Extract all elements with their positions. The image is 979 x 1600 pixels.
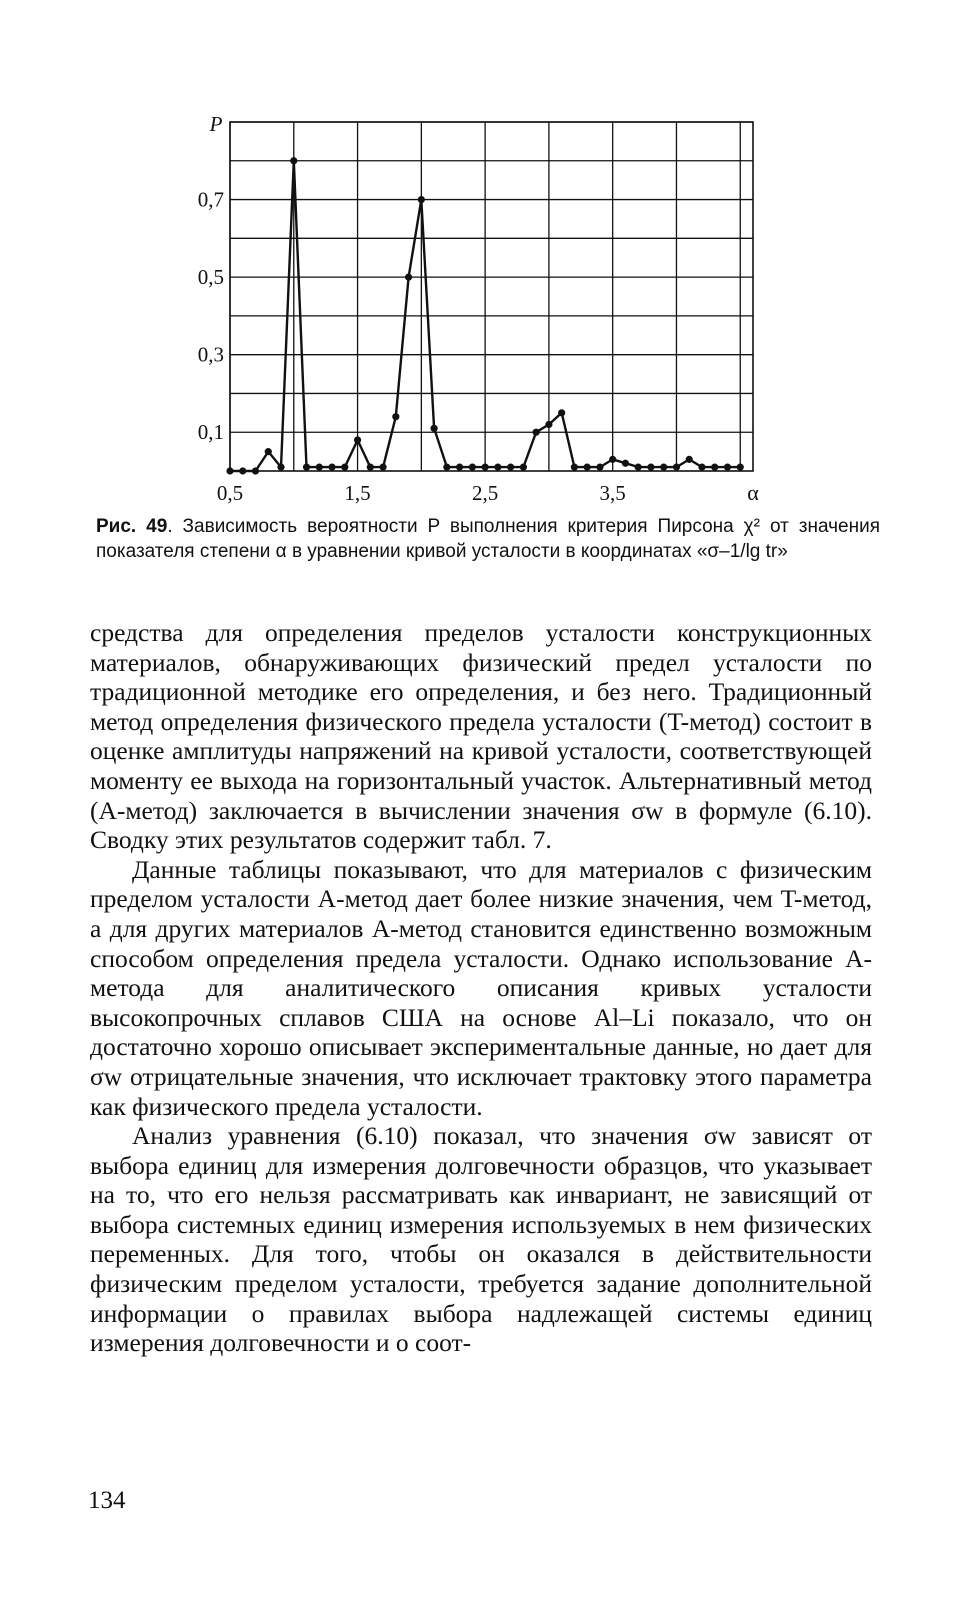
data-point <box>456 464 463 471</box>
caption-label: Рис. 49 <box>96 516 168 537</box>
data-point <box>405 274 412 281</box>
data-point <box>596 464 603 471</box>
data-point <box>328 464 335 471</box>
data-point <box>430 425 437 432</box>
x-tick-label: 2,5 <box>471 481 499 505</box>
probability-chart <box>180 110 800 510</box>
data-point <box>226 467 233 474</box>
data-point <box>354 436 361 443</box>
plot-frame <box>230 122 753 471</box>
paragraph-2: Данные таблицы показывают, что для материалов с физическим пределом усталости A-метод дает более низкие значения, чем T-метод, а для других материалов A-метод становится единственно возможным способом определения предела усталости. Однако использование A-метода для аналитического описания кривых усталости высокопрочных сплавов США на основе Al–Li показало, что он достаточно хорошо описывает экспериментальные данные, но дает для σw отрицательные значения, что исключает трактовку этого параметра как физического предела усталости. <box>90 854 872 1121</box>
data-point <box>673 464 680 471</box>
data-point <box>252 467 259 474</box>
data-point <box>482 464 489 471</box>
figure-caption <box>96 514 880 564</box>
paragraph-3: Анализ уравнения (6.10) показал, что значения σw зависят от выбора единиц для измерения долговечности образцов, что указывает на то, что его нельзя рассматривать как инвариант, не зависящий от выбора системных единиц измерения используемых в нем физических переменных. Для того, чтобы он оказался в действительности физическим пределом усталости, требуется задание дополнительной информации о правилах выбора надлежащей системы единиц измерения долговечности и о соот- <box>90 1121 872 1358</box>
x-tick-label: 1,5 <box>344 481 371 505</box>
page-number: 134 <box>88 1487 126 1514</box>
y-tick-label: 0,5 <box>197 265 224 290</box>
data-point <box>303 464 310 471</box>
data-point <box>571 464 578 471</box>
y-axis-label: P <box>209 112 223 136</box>
data-point <box>558 409 565 416</box>
caption-text: . Зависимость вероятности P выполнения критерия Пирсона χ² от значения показателя степени α в уравнении кривой усталости в координатах «σ–1/lg tr» <box>96 516 880 562</box>
data-point <box>379 464 386 471</box>
data-point <box>660 464 667 471</box>
data-point <box>265 448 272 455</box>
data-point <box>277 464 284 471</box>
y-tick-label: 0,7 <box>197 187 224 212</box>
y-tick-label: 0,1 <box>197 420 224 445</box>
data-point <box>711 464 718 471</box>
data-point <box>469 464 476 471</box>
data-point <box>520 464 527 471</box>
data-point <box>239 467 246 474</box>
data-point <box>341 464 348 471</box>
data-point <box>698 464 705 471</box>
x-tick-label: 3,5 <box>599 481 626 505</box>
data-point <box>545 421 552 428</box>
x-tick-label: 0,5 <box>216 481 244 505</box>
data-point <box>367 464 374 471</box>
data-point <box>686 456 693 463</box>
data-point <box>609 456 616 463</box>
data-point <box>418 196 425 203</box>
body-text <box>90 618 872 1358</box>
x-axis-label: α <box>747 480 759 505</box>
data-point <box>647 464 654 471</box>
data-point <box>737 464 744 471</box>
data-point <box>507 464 514 471</box>
paragraph-1: средства для определения пределов усталости конструкционных материалов, обнаруживающих физический предел усталости по традиционной методике его определения, и без него. Традиционный метод определения физического предела усталости (T-метод) состоит в оценке амплитуды напряжений на кривой усталости, соответствующей моменту ее выхода на горизонтальный участок. Альтернативный метод (A-метод) заключается в вычислении значения σw в формуле (6.10). Сводку этих результатов содержит табл. 7. <box>90 618 872 855</box>
data-point <box>392 413 399 420</box>
data-point <box>494 464 501 471</box>
data-point <box>635 464 642 471</box>
data-point <box>724 464 731 471</box>
data-point <box>533 429 540 436</box>
data-point <box>290 157 297 164</box>
data-point <box>622 460 629 467</box>
data-point <box>584 464 591 471</box>
y-tick-label: 0,3 <box>197 342 224 367</box>
data-point <box>316 464 323 471</box>
data-point <box>443 464 450 471</box>
